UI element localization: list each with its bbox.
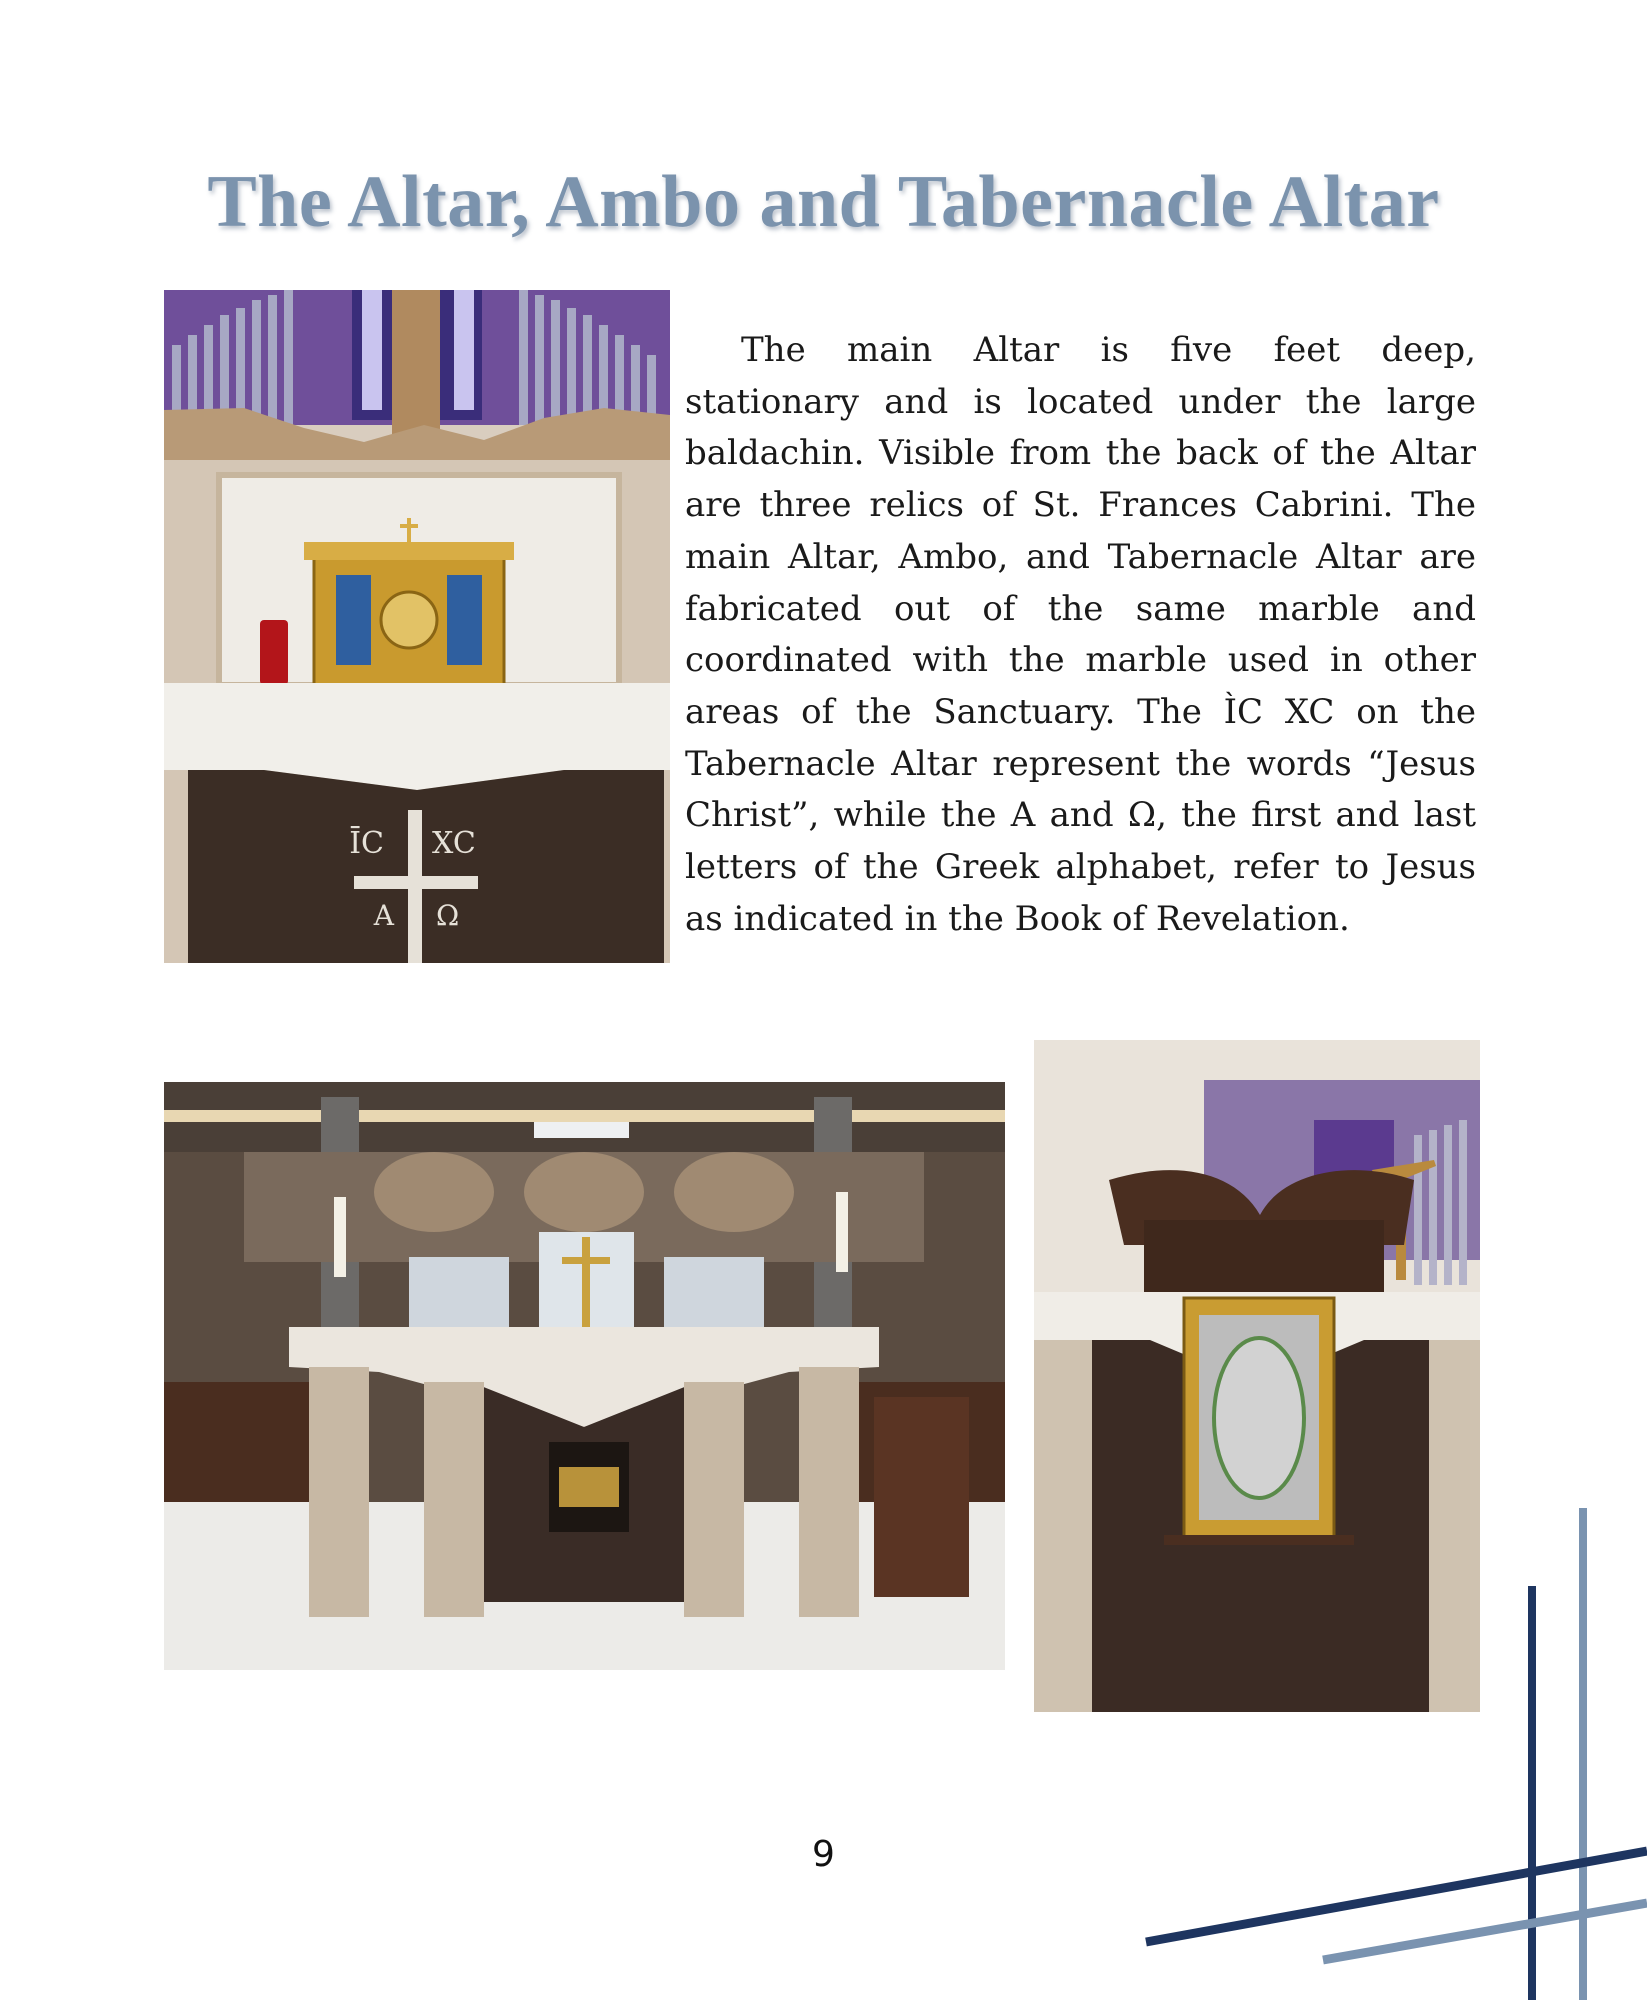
tabernacle-altar-photo	[164, 290, 670, 963]
main-altar-photo	[164, 1082, 1005, 1670]
inscription-alpha: A	[373, 899, 394, 932]
body-paragraph: The main Altar is five feet deep, stationary and is located under the large baldachin. Visible from the back of the Altar are three relics of St. Frances Cabrini. The main Altar, Ambo, and Tabernacle Altar are fabricated out of the same marble and coordinated with the marble used in other areas of the Sanctuary. The ÌC XC on the Tabernacle Altar represent the words “Jesus Christ”, while the A and Ω, the first and last letters of the Greek alphabet, refer to Jesus as indicated in the Book of Revelation.	[685, 330, 1476, 939]
inscription-ic: ĪC	[349, 826, 384, 861]
inscription-xc: XC	[432, 826, 476, 861]
page-number: 9	[812, 1834, 835, 1875]
page-title: The Altar, Ambo and Tabernacle Altar	[207, 161, 1440, 243]
ambo-photo	[1034, 1040, 1480, 1712]
inscription-omega: Ω	[436, 899, 460, 932]
